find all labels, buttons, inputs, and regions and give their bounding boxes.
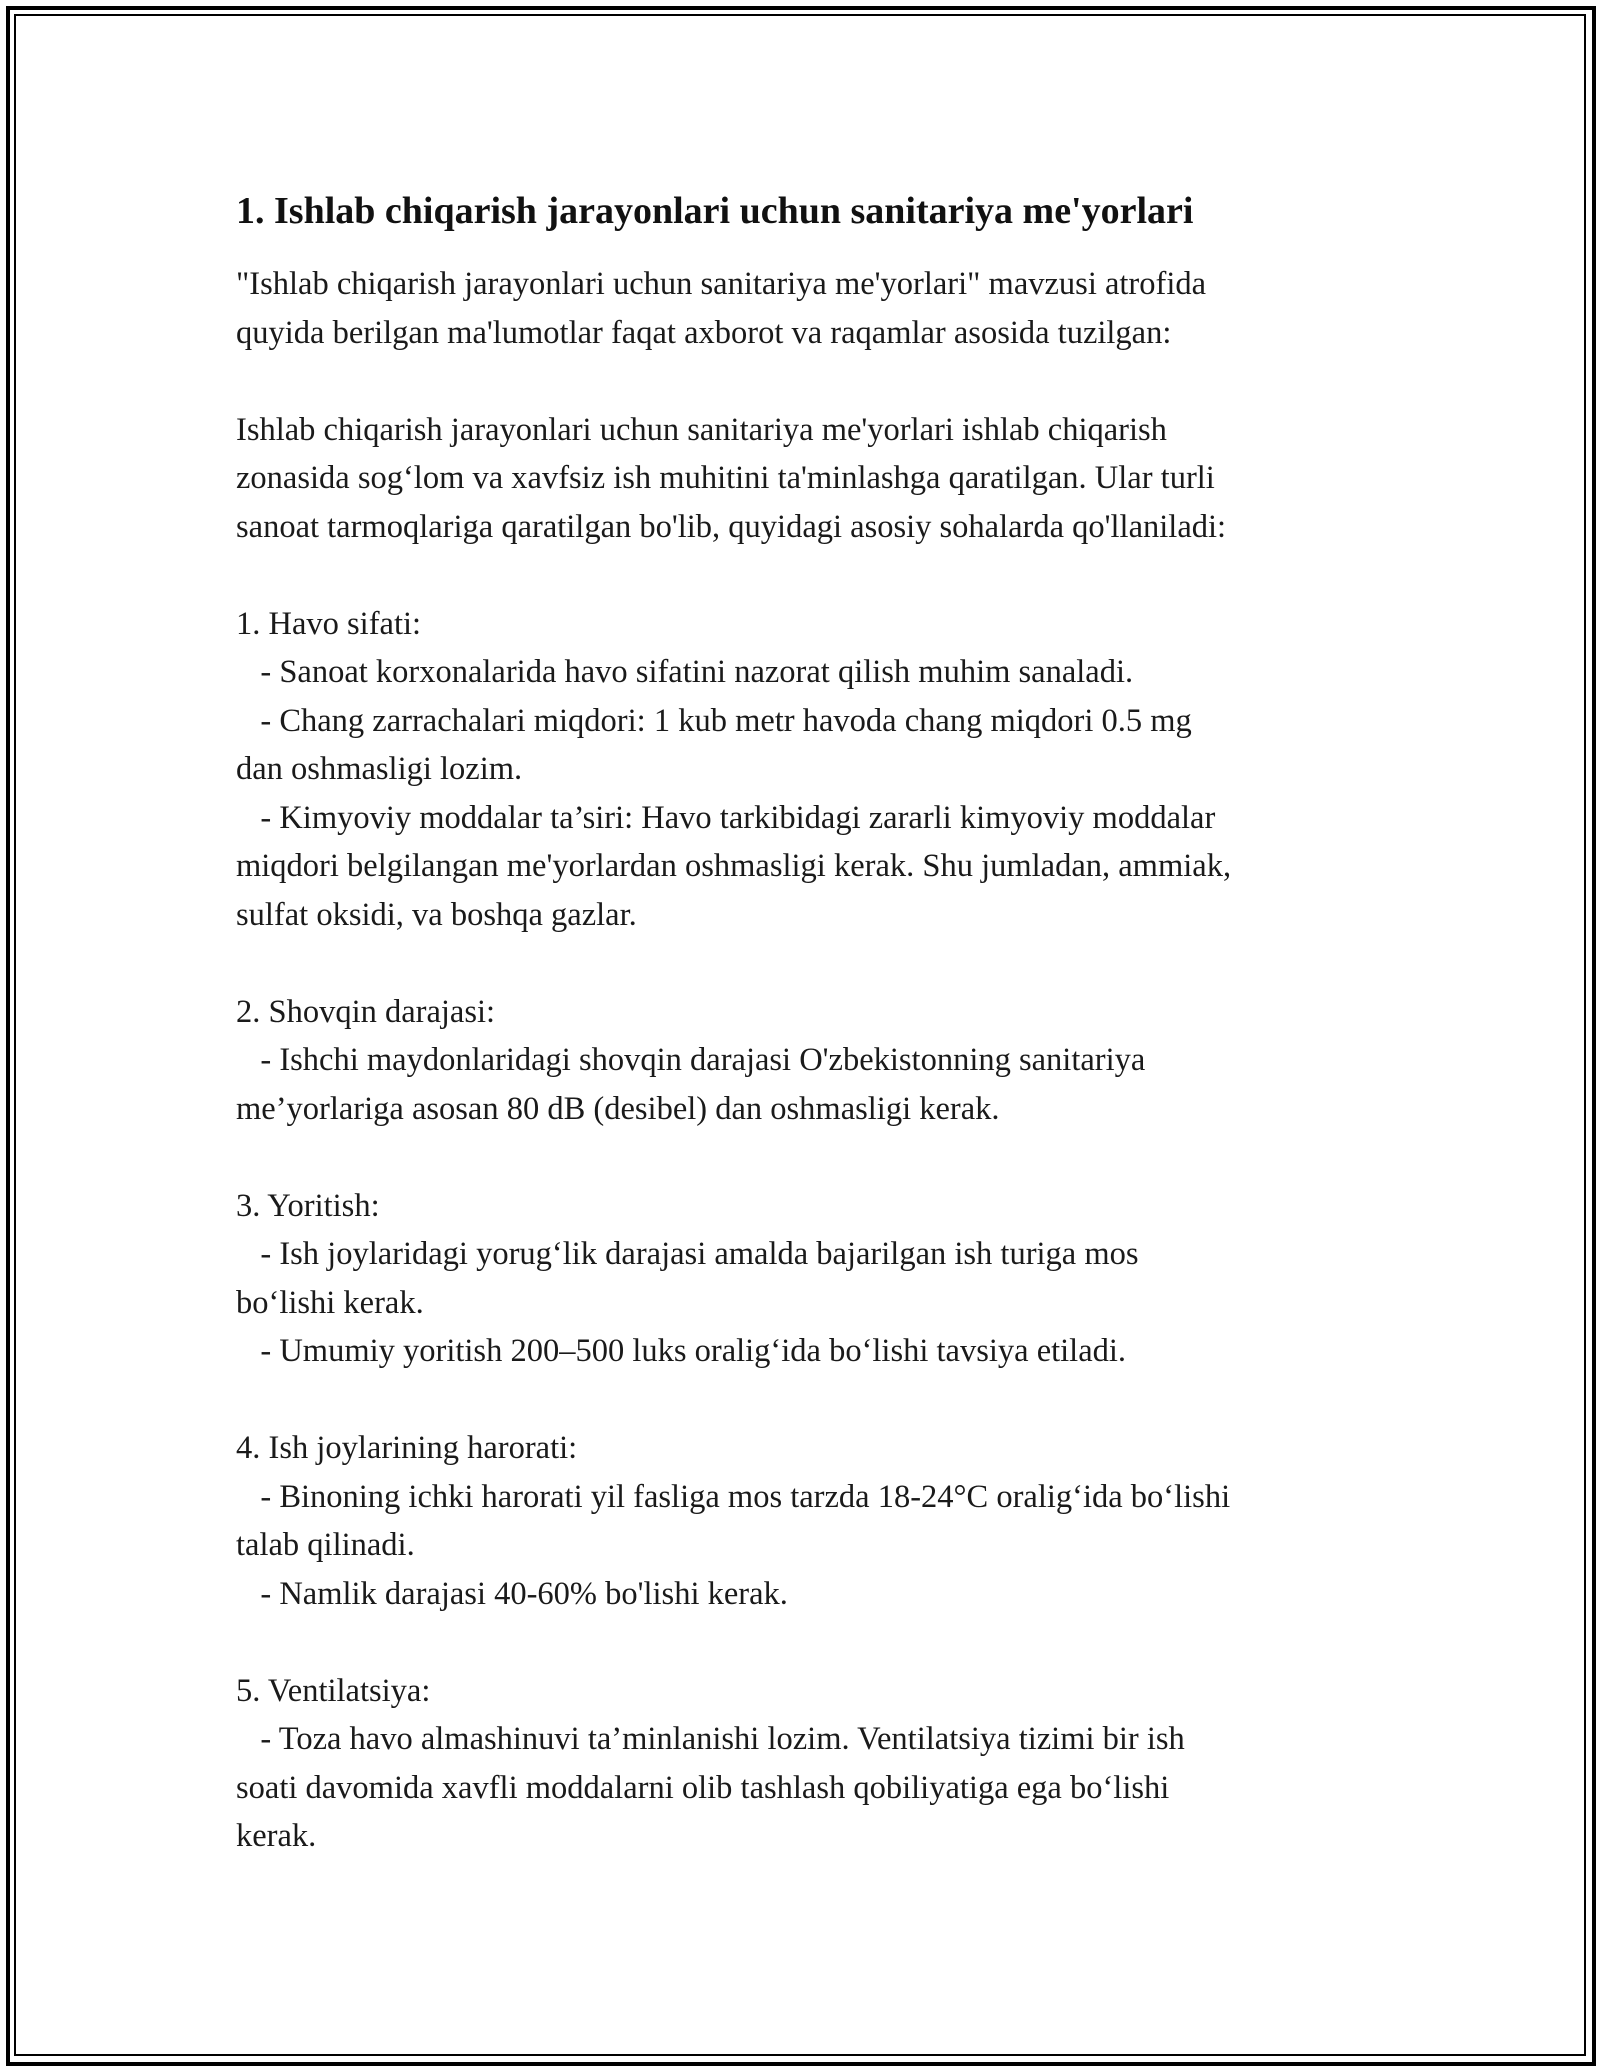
section-line: - Ishchi maydonlaridagi shovqin darajasi O'zbekistonning sanitariya <box>236 1042 1146 1078</box>
section-line: kerak. <box>236 1818 317 1854</box>
section-heading: 3. Yoritish: <box>236 1187 380 1224</box>
section-heading: 2. Shovqin darajasi: <box>236 993 496 1030</box>
section-line: sulfat oksidi, va boshqa gazlar. <box>236 896 637 933</box>
document-body <box>236 186 1386 1861</box>
section-line: miqdori belgilangan me'yorlardan oshmasligi kerak. Shu jumladan, ammiak, <box>236 848 1232 884</box>
paragraph-gap <box>236 1133 1386 1182</box>
intro-paragraph <box>236 260 1386 357</box>
section-line: talab qilinadi. <box>236 1527 415 1563</box>
paragraph-gap <box>236 1618 1386 1667</box>
section-line: - Chang zarrachalari miqdori: 1 kub metr havoda chang miqdori 0.5 mg <box>236 702 1192 739</box>
section-line: - Namlik darajasi 40-60% bo'lishi kerak. <box>236 1575 788 1612</box>
overview-paragraph <box>236 406 1386 552</box>
section-line: - Kimyoviy moddalar ta’siri: Havo tarkibidagi zararli kimyoviy moddalar <box>236 799 1216 836</box>
intro-line: "Ishlab chiqarish jarayonlari uchun sanitariya me'yorlari" mavzusi atrofida <box>236 266 1207 302</box>
paragraph-gap <box>236 1376 1386 1425</box>
section-line: bo‘lishi kerak. <box>236 1284 424 1321</box>
section-noise-level <box>236 988 1386 1134</box>
section-temperature <box>236 1424 1386 1618</box>
section-line: soati davomida xavfli moddalarni olib tashlash qobiliyatiga ega bo‘lishi <box>236 1769 1170 1806</box>
paragraph-gap <box>236 551 1386 600</box>
overview-line: sanoat tarmoqlariga qaratilgan bo'lib, quyidagi asosiy sohalarda qo'llaniladi: <box>236 508 1227 545</box>
section-heading: 5. Ventilatsiya: <box>236 1672 431 1709</box>
paragraph-gap <box>236 939 1386 988</box>
section-line: me’yorlariga asosan 80 dB (desibel) dan oshmasligi kerak. <box>236 1090 1000 1127</box>
section-heading: 4. Ish joylarining harorati: <box>236 1430 578 1466</box>
section-lighting <box>236 1182 1386 1376</box>
section-line: - Sanoat korxonalarida havo sifatini nazorat qilish muhim sanaladi. <box>236 654 1134 690</box>
section-air-quality <box>236 600 1386 940</box>
section-ventilation <box>236 1667 1386 1861</box>
intro-line: quyida berilgan ma'lumotlar faqat axborot va raqamlar asosida tuzilgan: <box>236 314 1172 351</box>
section-line: - Binoning ichki harorati yil fasliga mos tarzda 18-24°C oralig‘ida bo‘lishi <box>236 1478 1231 1515</box>
overview-line: zonasida sog‘lom va xavfsiz ish muhitini ta'minlashga qaratilgan. Ular turli <box>236 460 1215 496</box>
page-title: 1. Ishlab chiqarish jarayonlari uchun sanitariya me'yorlari <box>236 190 1194 232</box>
section-line: - Toza havo almashinuvi ta’minlanishi lozim. Ventilatsiya tizimi bir ish <box>236 1721 1185 1757</box>
section-line: - Umumiy yoritish 200–500 luks oralig‘ida bo‘lishi tavsiya etiladi. <box>236 1333 1127 1369</box>
overview-line: Ishlab chiqarish jarayonlari uchun sanitariya me'yorlari ishlab chiqarish <box>236 411 1167 448</box>
section-heading: 1. Havo sifati: <box>236 605 422 642</box>
section-line: - Ish joylaridagi yorug‘lik darajasi amalda bajarilgan ish turiga mos <box>236 1236 1139 1272</box>
section-line: dan oshmasligi lozim. <box>236 751 523 787</box>
paragraph-gap <box>236 357 1386 406</box>
